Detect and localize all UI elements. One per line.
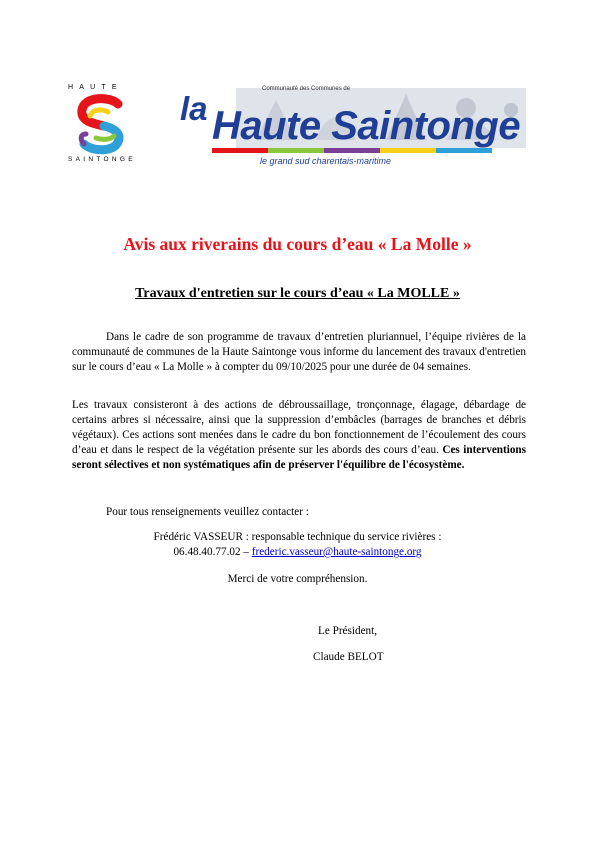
page-title: Avis aux riverains du cours d’eau « La Molle » xyxy=(123,234,472,254)
banner-tagline: le grand sud charentais-maritime xyxy=(260,156,392,166)
works-paragraph xyxy=(72,398,526,473)
contact-block xyxy=(0,530,595,560)
works-paragraph-bold: Ces interventions seront sélectives et non systématiques afin de préserver l'équilibre de l'écosystème. xyxy=(72,444,527,471)
contact-intro: Pour tous renseignements veuillez contacter : xyxy=(106,506,309,518)
contact-phone-email-line xyxy=(0,545,595,560)
logo-top-word: HAUTE xyxy=(68,84,123,91)
banner-brand-name: Haute Saintonge xyxy=(212,104,521,148)
page-subtitle: Travaux d'entretien sur le cours d’eau « La MOLLE » xyxy=(135,286,460,301)
contact-email-link[interactable]: frederic.vasseur@haute-saintonge.org xyxy=(251,546,422,558)
intro-paragraph: Dans le cadre de son programme de travaux d’entretien pluriannuel, l’équipe rivières de la communauté de communes de la Haute Saintonge vous informe du lancement des travaux d'entretien sur le cours d’eau « La Molle » à compter du 09/10/2025 pour une durée de 04 semaines. xyxy=(72,331,526,373)
signature-name: Claude BELOT xyxy=(313,651,384,663)
contact-phone: 06.48.40.77.02 – xyxy=(173,546,249,558)
s-logo-icon xyxy=(70,94,134,156)
logo-bottom-word: SAINTONGE xyxy=(68,156,136,163)
haute-saintonge-banner xyxy=(176,80,528,172)
works-paragraph-text: Les travaux consisteront à des actions de débroussaillage, tronçonnage, élagage, débardage de certains arbres si nécessaire, ainsi que la suppression d’embâcles (barrages de branches et débris végétaux). Ces actions sont menées dans le cadre du bon fonctionnement de l’écoulement des cours d’eau et dans le respect de la végétation présente sur les abords des cours d’eau. xyxy=(72,399,526,456)
contact-person: Frédéric VASSEUR : responsable technique du service rivières : xyxy=(153,531,442,543)
banner-brand-la: la xyxy=(180,90,208,127)
thanks-text: Merci de votre compréhension. xyxy=(227,573,368,585)
banner-small-heading: Communauté des Communes de xyxy=(262,86,351,92)
signature-role: Le Président, xyxy=(318,625,378,637)
haute-saintonge-logo xyxy=(68,84,138,168)
